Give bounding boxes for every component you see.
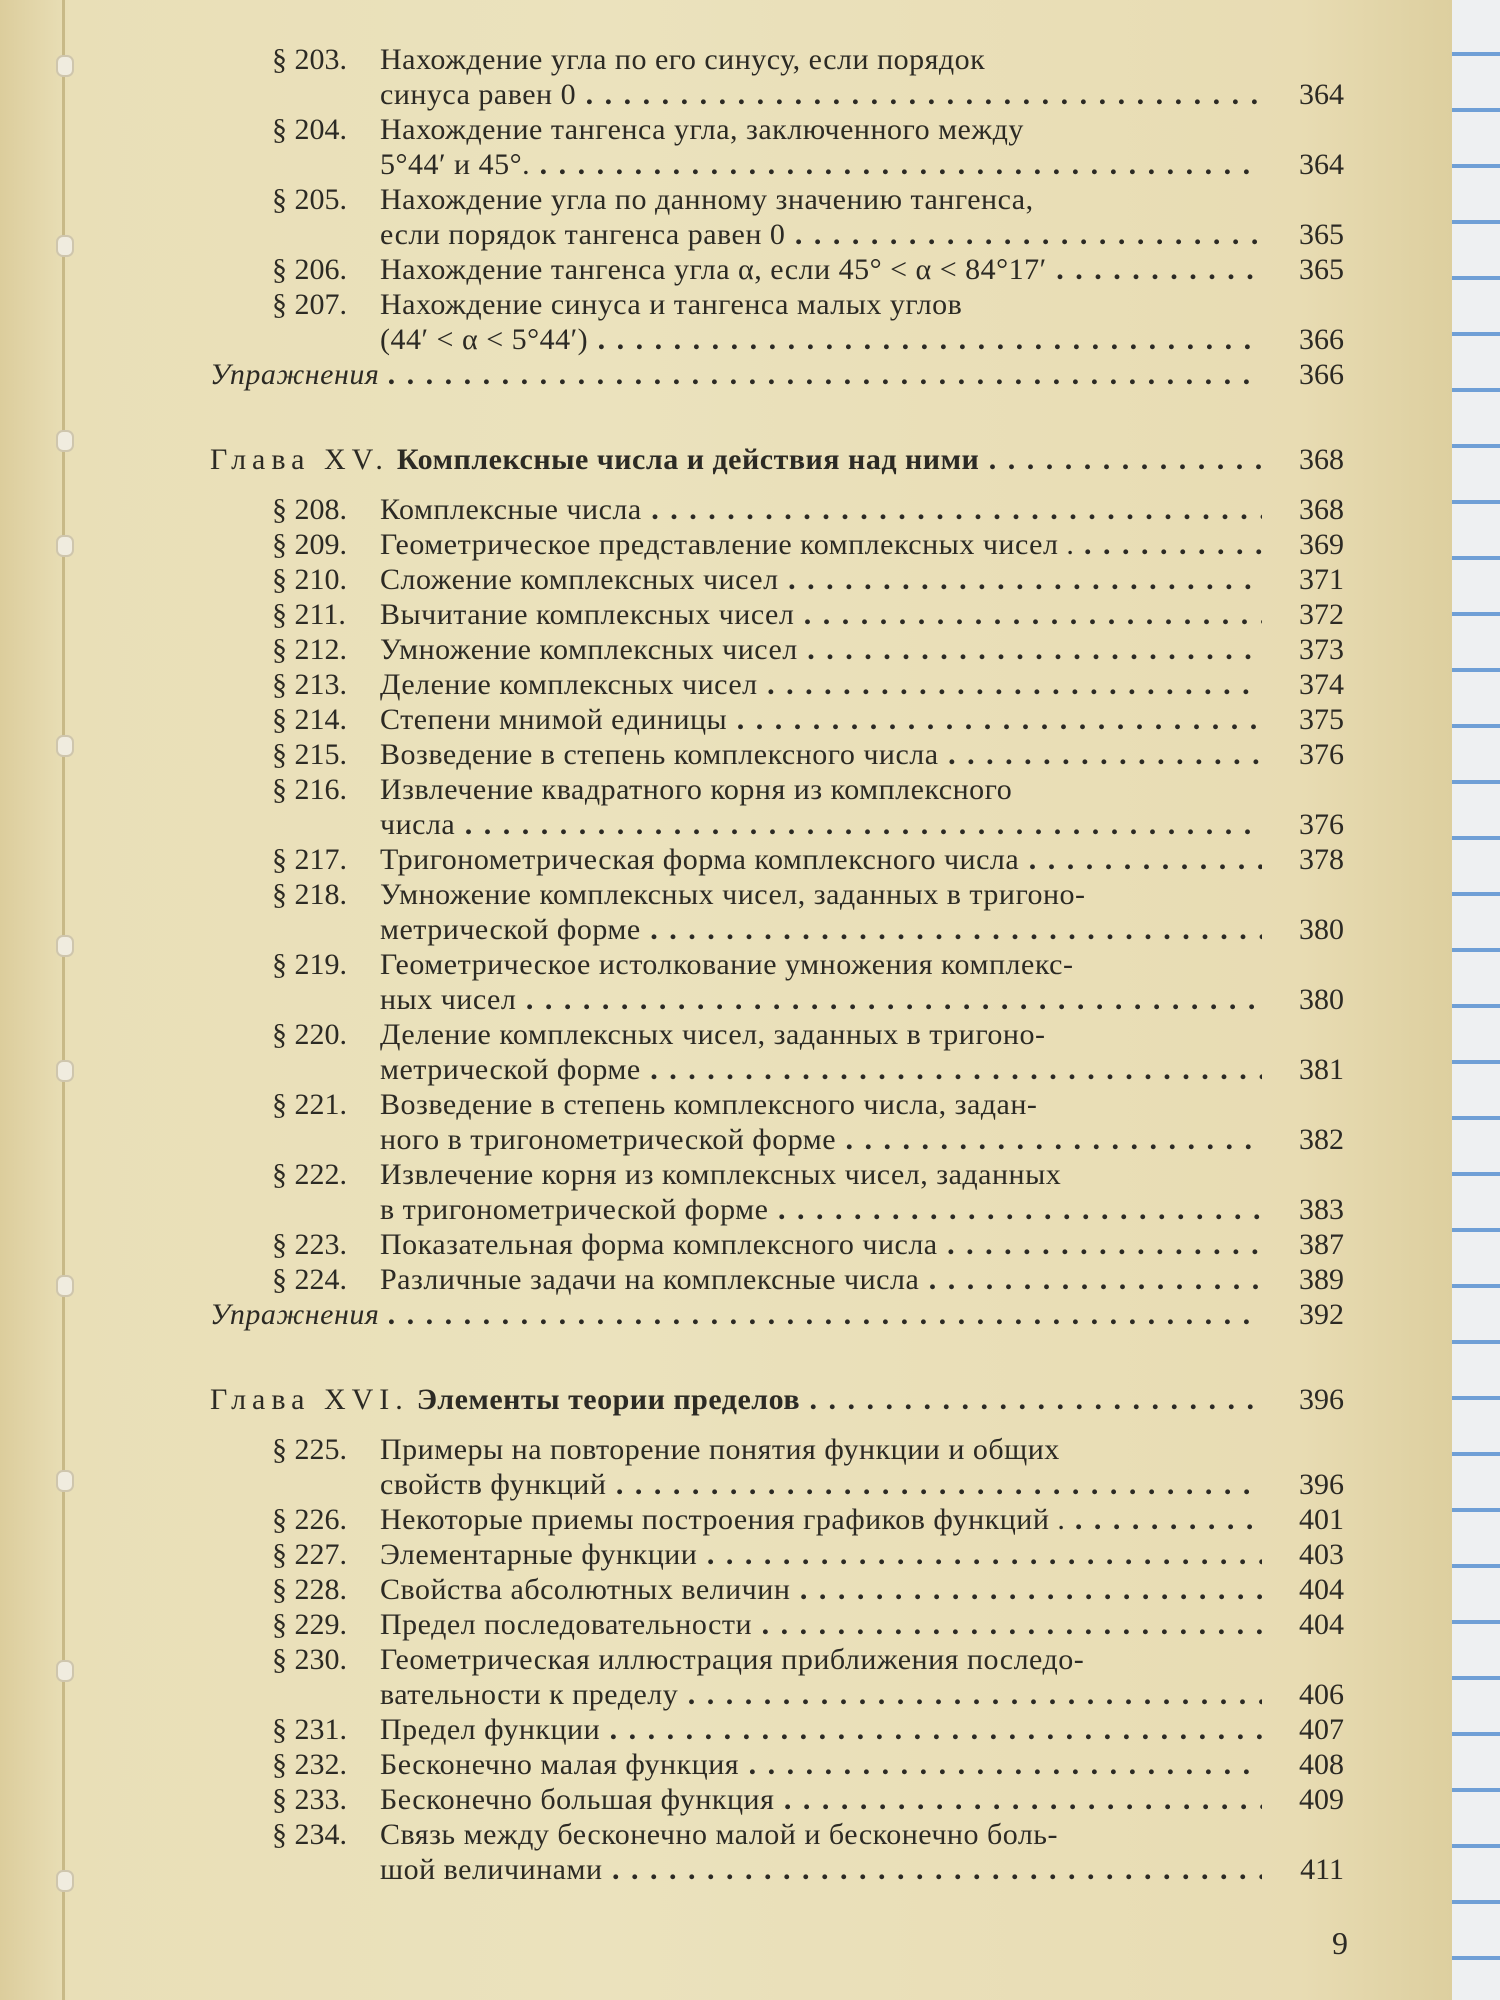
page-reference: 380: [1299, 983, 1344, 1016]
toc-section-row: [0, 1467, 1452, 1502]
section-title-line: Бесконечно малая функция . . .: [380, 1747, 1262, 1782]
page-reference: 382: [1299, 1123, 1344, 1156]
page-number: 9: [1332, 1925, 1348, 1961]
section-number: § 228.: [272, 1572, 352, 1607]
section-title-line: Извлечение корня из комплексных чисел, заданных: [380, 1158, 1062, 1191]
page-reference: 380: [1299, 913, 1344, 946]
page-reference: 389: [1299, 1263, 1344, 1296]
section-title-line: Умножение комплексных чисел, заданных в тригоно-: [380, 878, 1086, 911]
toc-section-row: [0, 877, 1452, 912]
toc-section-row: [0, 1782, 1452, 1817]
page-reference: 365: [1299, 253, 1344, 286]
section-number: § 219.: [272, 947, 352, 982]
section-title-line: Показательная форма комплексного числа . . .: [380, 1227, 1262, 1262]
page-reference: 381: [1299, 1053, 1344, 1086]
section-number: § 218.: [272, 877, 352, 912]
section-number: § 222.: [272, 1157, 352, 1192]
toc-section-row: [0, 807, 1452, 842]
section-title-line: метрической форме . . .: [380, 912, 1262, 947]
toc-section-row: [0, 1537, 1452, 1572]
toc-section-row: [0, 492, 1452, 527]
section-title-line: ного в тригонометрической форме . . .: [380, 1122, 1262, 1157]
section-title-line: Различные задачи на комплексные числа . . .: [380, 1262, 1262, 1297]
toc-section-row: [0, 77, 1452, 112]
section-number: § 213.: [272, 667, 352, 702]
section-number: § 205.: [272, 182, 352, 217]
toc-section-row: [0, 1747, 1452, 1782]
toc-section-row: [0, 42, 1452, 77]
toc-section-row: [0, 527, 1452, 562]
chapter-heading: [210, 1382, 1262, 1417]
section-title-line: если порядок тангенса равен 0 . . .: [380, 217, 1262, 252]
page-reference: 396: [1299, 1468, 1344, 1501]
page-reference: 366: [1299, 358, 1344, 391]
exercises-label: Упражнения . . .: [210, 1297, 1262, 1332]
toc-section-row: [0, 667, 1452, 702]
section-title-line: Свойства абсолютных величин . . .: [380, 1572, 1262, 1607]
section-title-line: Предел функции . . .: [380, 1712, 1262, 1747]
section-title-line: Элементарные функции . . .: [380, 1537, 1262, 1572]
chapter-title: Элементы теории пределов: [416, 1383, 801, 1416]
page-reference: 368: [1299, 443, 1344, 476]
page-reference: 392: [1299, 1298, 1344, 1331]
page-reference: 368: [1299, 493, 1344, 526]
section-number: § 234.: [272, 1817, 352, 1852]
notebook-background: [1452, 0, 1500, 2000]
section-number: § 231.: [272, 1712, 352, 1747]
section-number: § 212.: [272, 632, 352, 667]
toc-section-row: [0, 597, 1452, 632]
page-reference: 404: [1299, 1573, 1344, 1606]
toc-section-row: [0, 1712, 1452, 1747]
section-title-line: Вычитание комплексных чисел . . .: [380, 597, 1262, 632]
toc-section-row: [0, 1122, 1452, 1157]
page-reference: 406: [1299, 1678, 1344, 1711]
page-reference: 383: [1299, 1193, 1344, 1226]
page-reference: 404: [1299, 1608, 1344, 1641]
page-reference: 364: [1299, 148, 1344, 181]
section-number: § 204.: [272, 112, 352, 147]
toc-section-row: [0, 912, 1452, 947]
section-title-line: Связь между бесконечно малой и бесконечно боль-: [380, 1818, 1058, 1851]
section-title-line: 5°44′ и 45°. . . .: [380, 147, 1262, 182]
section-title-line: Деление комплексных чисел . . .: [380, 667, 1262, 702]
toc-section-row: [0, 182, 1452, 217]
section-title-line: Бесконечно большая функция . . .: [380, 1782, 1262, 1817]
exercises-label: Упражнения . . .: [210, 357, 1262, 392]
section-title-line: свойств функций . . .: [380, 1467, 1262, 1502]
page-reference: 375: [1299, 703, 1344, 736]
section-number: § 210.: [272, 562, 352, 597]
section-number: § 207.: [272, 287, 352, 322]
toc-section-row: [0, 1432, 1452, 1467]
section-title-line: Геометрическое истолкование умножения комплекс-: [380, 948, 1074, 981]
toc-section-row: [0, 1677, 1452, 1712]
toc-section-row: [0, 322, 1452, 357]
toc-section-row: [0, 1852, 1452, 1887]
section-number: § 233.: [272, 1782, 352, 1817]
toc-exercises-row: [0, 1297, 1452, 1332]
section-title-line: Нахождение тангенса угла, заключенного между: [380, 113, 1024, 146]
page-reference: 408: [1299, 1748, 1344, 1781]
page-reference: 374: [1299, 668, 1344, 701]
section-title-line: синуса равен 0 . . .: [380, 77, 1262, 112]
section-title-line: Тригонометрическая форма комплексного числа . . .: [380, 842, 1262, 877]
toc-section-row: [0, 1572, 1452, 1607]
section-title-line: Степени мнимой единицы . . .: [380, 702, 1262, 737]
toc-chapter-row: [0, 1382, 1452, 1417]
section-number: § 209.: [272, 527, 352, 562]
section-title-line: метрической форме . . .: [380, 1052, 1262, 1087]
toc-section-row: [0, 1192, 1452, 1227]
toc-section-row: [0, 1817, 1452, 1852]
section-title-line: Нахождение тангенса угла α, если 45° < α < 84°17′ . . .: [380, 252, 1262, 287]
section-number: § 221.: [272, 1087, 352, 1122]
section-number: § 214.: [272, 702, 352, 737]
page-reference: 371: [1299, 563, 1344, 596]
section-number: § 215.: [272, 737, 352, 772]
toc-chapter-row: [0, 442, 1452, 477]
toc-section-row: [0, 1262, 1452, 1297]
toc-section-row: [0, 772, 1452, 807]
toc-section-row: [0, 1087, 1452, 1122]
section-title-line: Возведение в степень комплексного числа, задан-: [380, 1088, 1038, 1121]
page-reference: 396: [1299, 1383, 1344, 1416]
toc-section-row: [0, 632, 1452, 667]
section-title-line: шой величинами . . .: [380, 1852, 1262, 1887]
toc-section-row: [0, 737, 1452, 772]
section-title-line: Геометрическая иллюстрация приближения последо-: [380, 1643, 1085, 1676]
page-reference: 407: [1299, 1713, 1344, 1746]
page-reference: 376: [1299, 738, 1344, 771]
toc-section-row: [0, 1227, 1452, 1262]
section-number: § 211.: [272, 597, 352, 632]
section-title-line: Некоторые приемы построения графиков функций . . . .: [380, 1502, 1262, 1537]
toc-section-row: [0, 147, 1452, 182]
section-number: § 226.: [272, 1502, 352, 1537]
page-reference: 373: [1299, 633, 1344, 666]
section-number: § 206.: [272, 252, 352, 287]
section-title-line: Нахождение угла по его синусу, если порядок: [380, 43, 986, 76]
section-title-line: вательности к пределу . . .: [380, 1677, 1262, 1712]
toc-section-row: [0, 1607, 1452, 1642]
page-reference: 387: [1299, 1228, 1344, 1261]
toc-section-row: [0, 702, 1452, 737]
toc-exercises-row: [0, 357, 1452, 392]
toc-section-row: [0, 1052, 1452, 1087]
toc-section-row: [0, 1157, 1452, 1192]
section-title-line: Примеры на повторение понятия функции и общих: [380, 1433, 1060, 1466]
section-number: § 216.: [272, 772, 352, 807]
section-title-line: ных чисел . . .: [380, 982, 1262, 1017]
toc-section-row: [0, 112, 1452, 147]
section-title-line: Сложение комплексных чисел . . .: [380, 562, 1262, 597]
chapter-title: Комплексные числа и действия над ними: [396, 443, 980, 476]
section-title-line: в тригонометрической форме . . .: [380, 1192, 1262, 1227]
toc-section-row: [0, 252, 1452, 287]
toc-section-row: [0, 1642, 1452, 1677]
section-number: § 224.: [272, 1262, 352, 1297]
section-title-line: Предел последовательности . . .: [380, 1607, 1262, 1642]
chapter-number: Глава XV.: [210, 443, 389, 476]
section-number: § 232.: [272, 1747, 352, 1782]
page-reference: 378: [1299, 843, 1344, 876]
page-reference: 411: [1300, 1853, 1344, 1886]
toc-section-row: [0, 947, 1452, 982]
section-title-line: (44′ < α < 5°44′) . . .: [380, 322, 1262, 357]
section-title-line: числа . . .: [380, 807, 1262, 842]
page-reference: 366: [1299, 323, 1344, 356]
toc-section-row: [0, 562, 1452, 597]
section-number: § 230.: [272, 1642, 352, 1677]
section-title-line: Геометрическое представление комплексных чисел . . . .: [380, 527, 1262, 562]
toc-section-row: [0, 217, 1452, 252]
page-reference: 401: [1299, 1503, 1344, 1536]
section-number: § 229.: [272, 1607, 352, 1642]
chapter-heading: [210, 442, 1262, 477]
page-reference: 364: [1299, 78, 1344, 111]
page-reference: 372: [1299, 598, 1344, 631]
section-number: § 208.: [272, 492, 352, 527]
page-reference: 376: [1299, 808, 1344, 841]
section-title-line: Нахождение синуса и тангенса малых углов: [380, 288, 963, 321]
section-number: § 203.: [272, 42, 352, 77]
section-title-line: Комплексные числа . . .: [380, 492, 1262, 527]
section-title-line: Извлечение квадратного корня из комплексного: [380, 773, 1013, 806]
page-reference: 409: [1299, 1783, 1344, 1816]
section-number: § 223.: [272, 1227, 352, 1262]
section-number: § 220.: [272, 1017, 352, 1052]
toc-section-row: [0, 842, 1452, 877]
page-reference: 365: [1299, 218, 1344, 251]
section-number: § 217.: [272, 842, 352, 877]
toc-section-row: [0, 1017, 1452, 1052]
page-reference: 369: [1299, 528, 1344, 561]
toc-section-row: [0, 982, 1452, 1017]
toc-section-row: [0, 287, 1452, 322]
section-title-line: Нахождение угла по данному значению тангенса,: [380, 183, 1034, 216]
page-reference: 403: [1299, 1538, 1344, 1571]
toc-section-row: [0, 1502, 1452, 1537]
chapter-number: Глава XVI.: [210, 1383, 409, 1416]
section-number: § 227.: [272, 1537, 352, 1572]
section-title-line: Умножение комплексных чисел . . .: [380, 632, 1262, 667]
section-number: § 225.: [272, 1432, 352, 1467]
section-title-line: Деление комплексных чисел, заданных в тригоно-: [380, 1018, 1046, 1051]
section-title-line: Возведение в степень комплексного числа . . .: [380, 737, 1262, 772]
